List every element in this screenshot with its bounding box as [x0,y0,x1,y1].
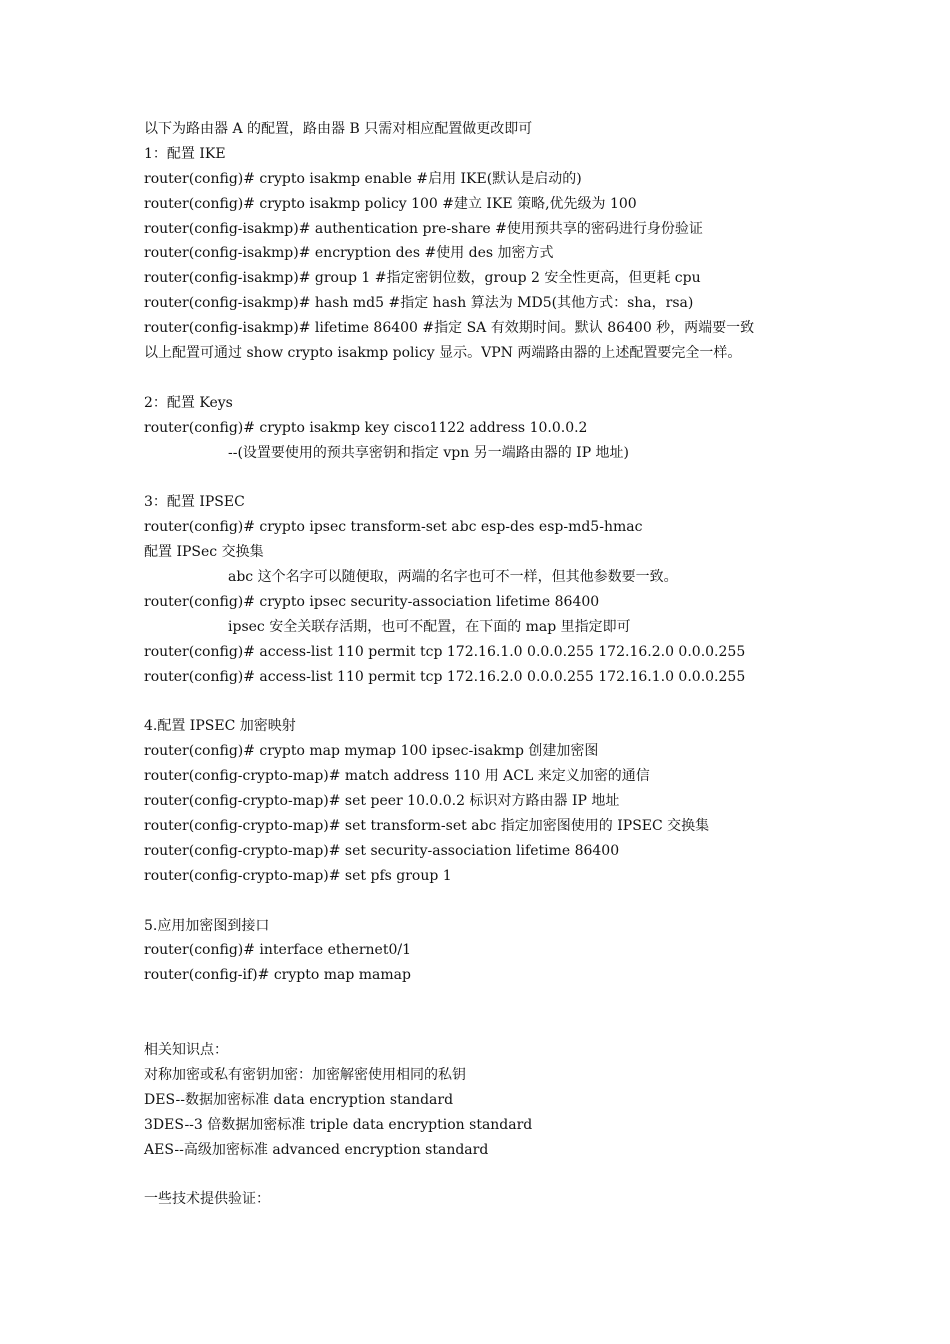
config-line: router(config-crypto-map)# set peer 10.0.0.2 标识对方路由器 IP 地址 [144,793,620,810]
config-line: router(config)# crypto ipsec security-association lifetime 86400 [144,593,600,610]
spacer [144,889,904,914]
knowledge-line: AES--高级加密标准 advanced encryption standard [144,1141,489,1158]
document-body [144,117,904,1212]
config-line: router(config-isakmp)# authentication pre-share #使用预共享的密码进行身份验证 [144,220,703,237]
config-line: router(config-crypto-map)# match address 110 用 ACL 来定义加密的通信 [144,768,650,785]
knowledge-line: 对称加密或私有密钥加密：加密解密使用相同的私钥 [144,1066,466,1083]
knowledge-heading: 相关知识点： [144,1041,228,1058]
spacer [144,689,904,714]
config-note: --(设置要使用的预共享密钥和指定 vpn 另一端路由器的 IP 地址) [228,444,630,461]
spacer [144,366,904,391]
section-heading-crypto-map: 4.配置 IPSEC 加密映射 [144,718,296,735]
knowledge-line: 3DES--3 倍数据加密标准 triple data encryption standard [144,1116,533,1133]
config-line: router(config-isakmp)# hash md5 #指定 hash 算法为 MD5(其他方式：sha，rsa) [144,295,694,312]
config-line: router(config)# interface ethernet0/1 [144,942,411,959]
config-line: router(config)# crypto isakmp enable #启用 IKE(默认是启动的) [144,170,582,187]
config-line: router(config)# crypto isakmp key cisco1122 address 10.0.0.2 [144,419,588,436]
config-line: router(config-isakmp)# group 1 #指定密钥位数，group 2 安全性更高，但更耗 cpu [144,270,701,287]
section-heading-ipsec: 3：配置 IPSEC [144,494,245,511]
intro-text: 以下为路由器 A 的配置，路由器 B 只需对相应配置做更改即可 [144,121,533,137]
spacer [144,988,904,1038]
config-line: router(config)# access-list 110 permit tcp 172.16.2.0 0.0.0.255 172.16.1.0 0.0.0.255 [144,668,746,685]
config-line: router(config-isakmp)# lifetime 86400 #指定 SA 有效期时间。默认 86400 秒，两端要一致 [144,320,755,337]
summary-note: 以上配置可通过 show crypto isakmp policy 显示。VPN 两端路由器的上述配置要完全一样。 [144,345,742,362]
config-line: router(config-crypto-map)# set transform-set abc 指定加密图使用的 IPSEC 交换集 [144,817,710,834]
section-heading-apply: 5.应用加密图到接口 [144,917,270,934]
section-heading-keys: 2：配置 Keys [144,394,233,411]
config-note: abc 这个名字可以随便取，两端的名字也可不一样，但其他参数要一致。 [228,569,678,586]
config-line: router(config)# crypto map mymap 100 ipsec-isakmp 创建加密图 [144,743,599,760]
config-label: 配置 IPSec 交换集 [144,544,264,561]
config-line: router(config-crypto-map)# set security-association lifetime 86400 [144,842,620,859]
spacer [144,465,904,490]
config-line: router(config)# crypto isakmp policy 100 #建立 IKE 策略,优先级为 100 [144,195,637,212]
section-heading-ike: 1：配置 IKE [144,145,226,162]
config-line: router(config-isakmp)# encryption des #使用 des 加密方式 [144,245,554,262]
closing-text: 一些技术提供验证： [144,1191,270,1208]
knowledge-line: DES--数据加密标准 data encryption standard [144,1091,454,1108]
config-line: router(config-if)# crypto map mamap [144,967,411,984]
config-line: router(config-crypto-map)# set pfs group 1 [144,867,452,884]
spacer [144,1162,904,1187]
config-note: ipsec 安全关联存活期，也可不配置，在下面的 map 里指定即可 [228,618,631,635]
config-line: router(config)# access-list 110 permit tcp 172.16.1.0 0.0.0.255 172.16.2.0 0.0.0.255 [144,643,746,660]
config-line: router(config)# crypto ipsec transform-set abc esp-des esp-md5-hmac [144,519,643,536]
